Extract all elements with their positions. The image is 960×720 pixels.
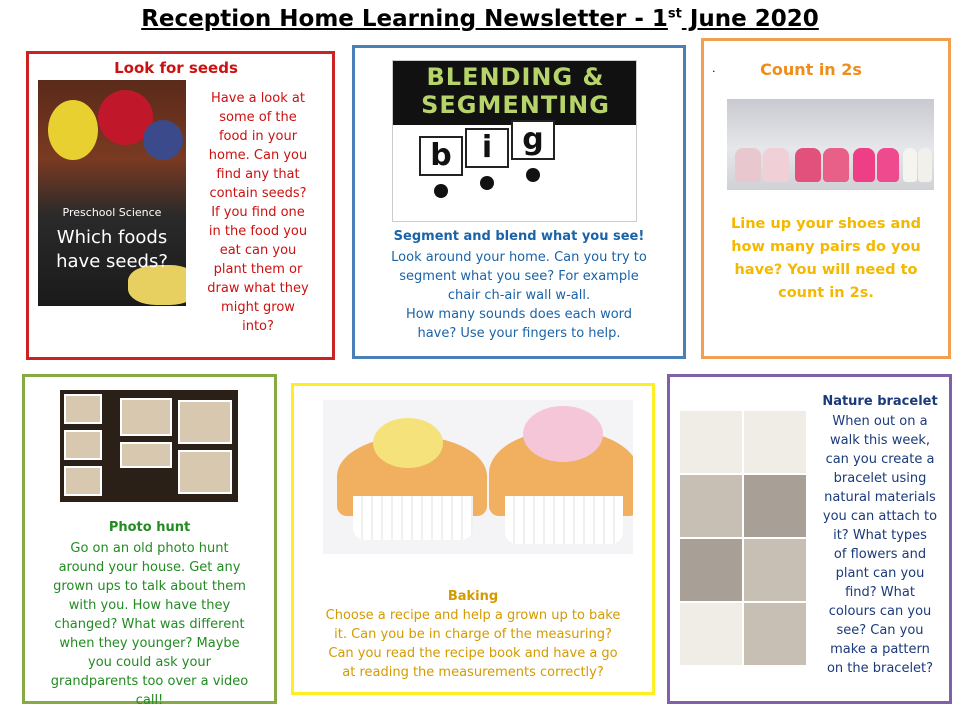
text-line: If you find one: [211, 205, 305, 220]
shoe-shape: [903, 148, 917, 182]
blend-image-banner: [393, 61, 637, 125]
text-line: bracelet using: [833, 471, 927, 486]
count-text: [701, 213, 951, 305]
text-line: can you create a: [825, 452, 935, 467]
shoe-shape: [853, 148, 875, 182]
text-line: Can you read the recipe book and have a go: [328, 646, 618, 661]
photo-cell: [679, 538, 743, 602]
nature-heading: Nature bracelet: [822, 394, 938, 409]
photo-text: [22, 539, 277, 710]
text-line: changed? What was different: [54, 617, 245, 632]
nature-text: [810, 412, 950, 678]
text-line: at reading the measurements correctly?: [342, 665, 604, 680]
seeds-image-caption-small: Preschool Science: [62, 206, 162, 219]
stray-bullet: ·: [712, 65, 716, 78]
text-line: home. Can you: [208, 148, 308, 163]
text-line: on the bracelet?: [826, 661, 934, 676]
text-line: colours can you: [828, 604, 932, 619]
text-line: contain seeds?: [209, 186, 307, 201]
photo-print: [64, 394, 102, 424]
text-line: walk this week,: [829, 433, 930, 448]
shoe-shape: [877, 148, 899, 182]
text-line: Look around your home. Can you try to: [391, 250, 647, 265]
title-main: Reception Home Learning Newsletter - 1: [141, 6, 668, 32]
text-line: some of the: [219, 110, 297, 125]
text-line: find any that: [216, 167, 300, 182]
text-line: grown ups to talk about them: [53, 579, 246, 594]
blend-image: [392, 60, 637, 222]
text-line: eat can you: [219, 243, 297, 258]
bracelet-image: [679, 410, 807, 666]
frosting-shape: [523, 406, 603, 462]
text-line: around your house. Get any: [58, 560, 241, 575]
letter-box: b: [419, 136, 463, 176]
text-line: natural materials: [824, 490, 936, 505]
text-line: call!: [135, 693, 164, 708]
shoe-shape: [918, 148, 932, 182]
letter-box: i: [465, 128, 509, 168]
text-line: segment what you see? For example: [399, 269, 639, 284]
text-line: Have a look at: [211, 91, 305, 106]
cupcake-case: [353, 496, 473, 540]
letter-box: g: [511, 120, 555, 160]
text-line: have? Use your fingers to help.: [417, 326, 621, 341]
photo-cell: [743, 474, 807, 538]
text-line: grandparents too over a video: [50, 674, 249, 689]
text-line: you could ask your: [88, 655, 211, 670]
text-line: it. Can you be in charge of the measuring?: [334, 627, 612, 642]
seeds-image-caption-large: Which foods have seeds?: [56, 227, 168, 272]
sound-dot: [434, 184, 448, 198]
photo-cell: [743, 410, 807, 474]
text-line: Go on an old photo hunt: [70, 541, 229, 556]
photo-album-image: [60, 390, 238, 502]
text-line: How many sounds does each word: [405, 307, 633, 322]
title-sup: st: [667, 6, 682, 22]
text-line: have? You will need to: [734, 262, 918, 278]
text-line: draw what they: [207, 281, 309, 296]
count-heading: Count in 2s: [760, 60, 862, 79]
shoes-image: [727, 99, 934, 190]
baking-text: [291, 606, 655, 682]
photo-print: [120, 398, 172, 436]
title-tail: June 2020: [681, 6, 819, 32]
shoe-shape: [795, 148, 821, 182]
blend-image-title-1: BLENDING &: [426, 63, 605, 91]
photo-cell: [743, 538, 807, 602]
text-line: find? What: [845, 585, 915, 600]
text-line: of flowers and: [833, 547, 927, 562]
text-line: When out on a: [832, 414, 928, 429]
baking-heading: Baking: [447, 589, 499, 604]
photo-cell: [679, 474, 743, 538]
photo-print: [64, 466, 102, 496]
newsletter-title: [0, 6, 960, 32]
seeds-image: [38, 80, 186, 306]
seeds-text: [188, 89, 328, 336]
text-line: it? What types: [833, 528, 927, 543]
count-panel: [701, 38, 951, 359]
photo-cell: [679, 602, 743, 666]
text-line: might grow: [221, 300, 295, 315]
text-line: plant can you: [835, 566, 925, 581]
photo-heading: Photo hunt: [108, 520, 191, 535]
photo-print: [178, 450, 232, 494]
shoe-shape: [823, 148, 849, 182]
text-line: see? Can you: [836, 623, 924, 638]
cupcake-case: [505, 496, 623, 544]
sound-dot: [526, 168, 540, 182]
text-line: Choose a recipe and help a grown up to bake: [325, 608, 621, 623]
blend-text: [352, 248, 686, 343]
seeds-heading: Look for seeds: [114, 59, 238, 77]
lemon-shape: [48, 100, 98, 160]
text-line: into?: [242, 319, 274, 334]
sound-dot: [480, 176, 494, 190]
photo-cell: [679, 410, 743, 474]
photo-print: [64, 430, 102, 460]
text-line: when they younger? Maybe: [59, 636, 240, 651]
photo-print: [178, 400, 232, 444]
shoe-shape: [763, 148, 789, 182]
frosting-shape: [373, 418, 443, 468]
text-line: make a pattern: [830, 642, 930, 657]
shoe-shape: [735, 148, 761, 182]
photo-print: [120, 442, 172, 468]
text-line: Line up your shoes and: [730, 216, 921, 232]
text-line: chair ch-air wall w-all.: [447, 288, 591, 303]
text-line: with you. How have they: [68, 598, 231, 613]
text-line: in the food you: [208, 224, 308, 239]
blueberry-shape: [143, 120, 183, 160]
photo-cell: [743, 602, 807, 666]
text-line: plant them or: [213, 262, 303, 277]
text-line: you can attach to: [822, 509, 938, 524]
blend-image-title-2: SEGMENTING: [421, 91, 610, 119]
text-line: food in your: [218, 129, 298, 144]
blend-heading: Segment and blend what you see!: [393, 229, 645, 244]
text-line: how many pairs do you: [731, 239, 921, 255]
cupcakes-image: [323, 400, 633, 554]
text-line: count in 2s.: [778, 285, 874, 301]
